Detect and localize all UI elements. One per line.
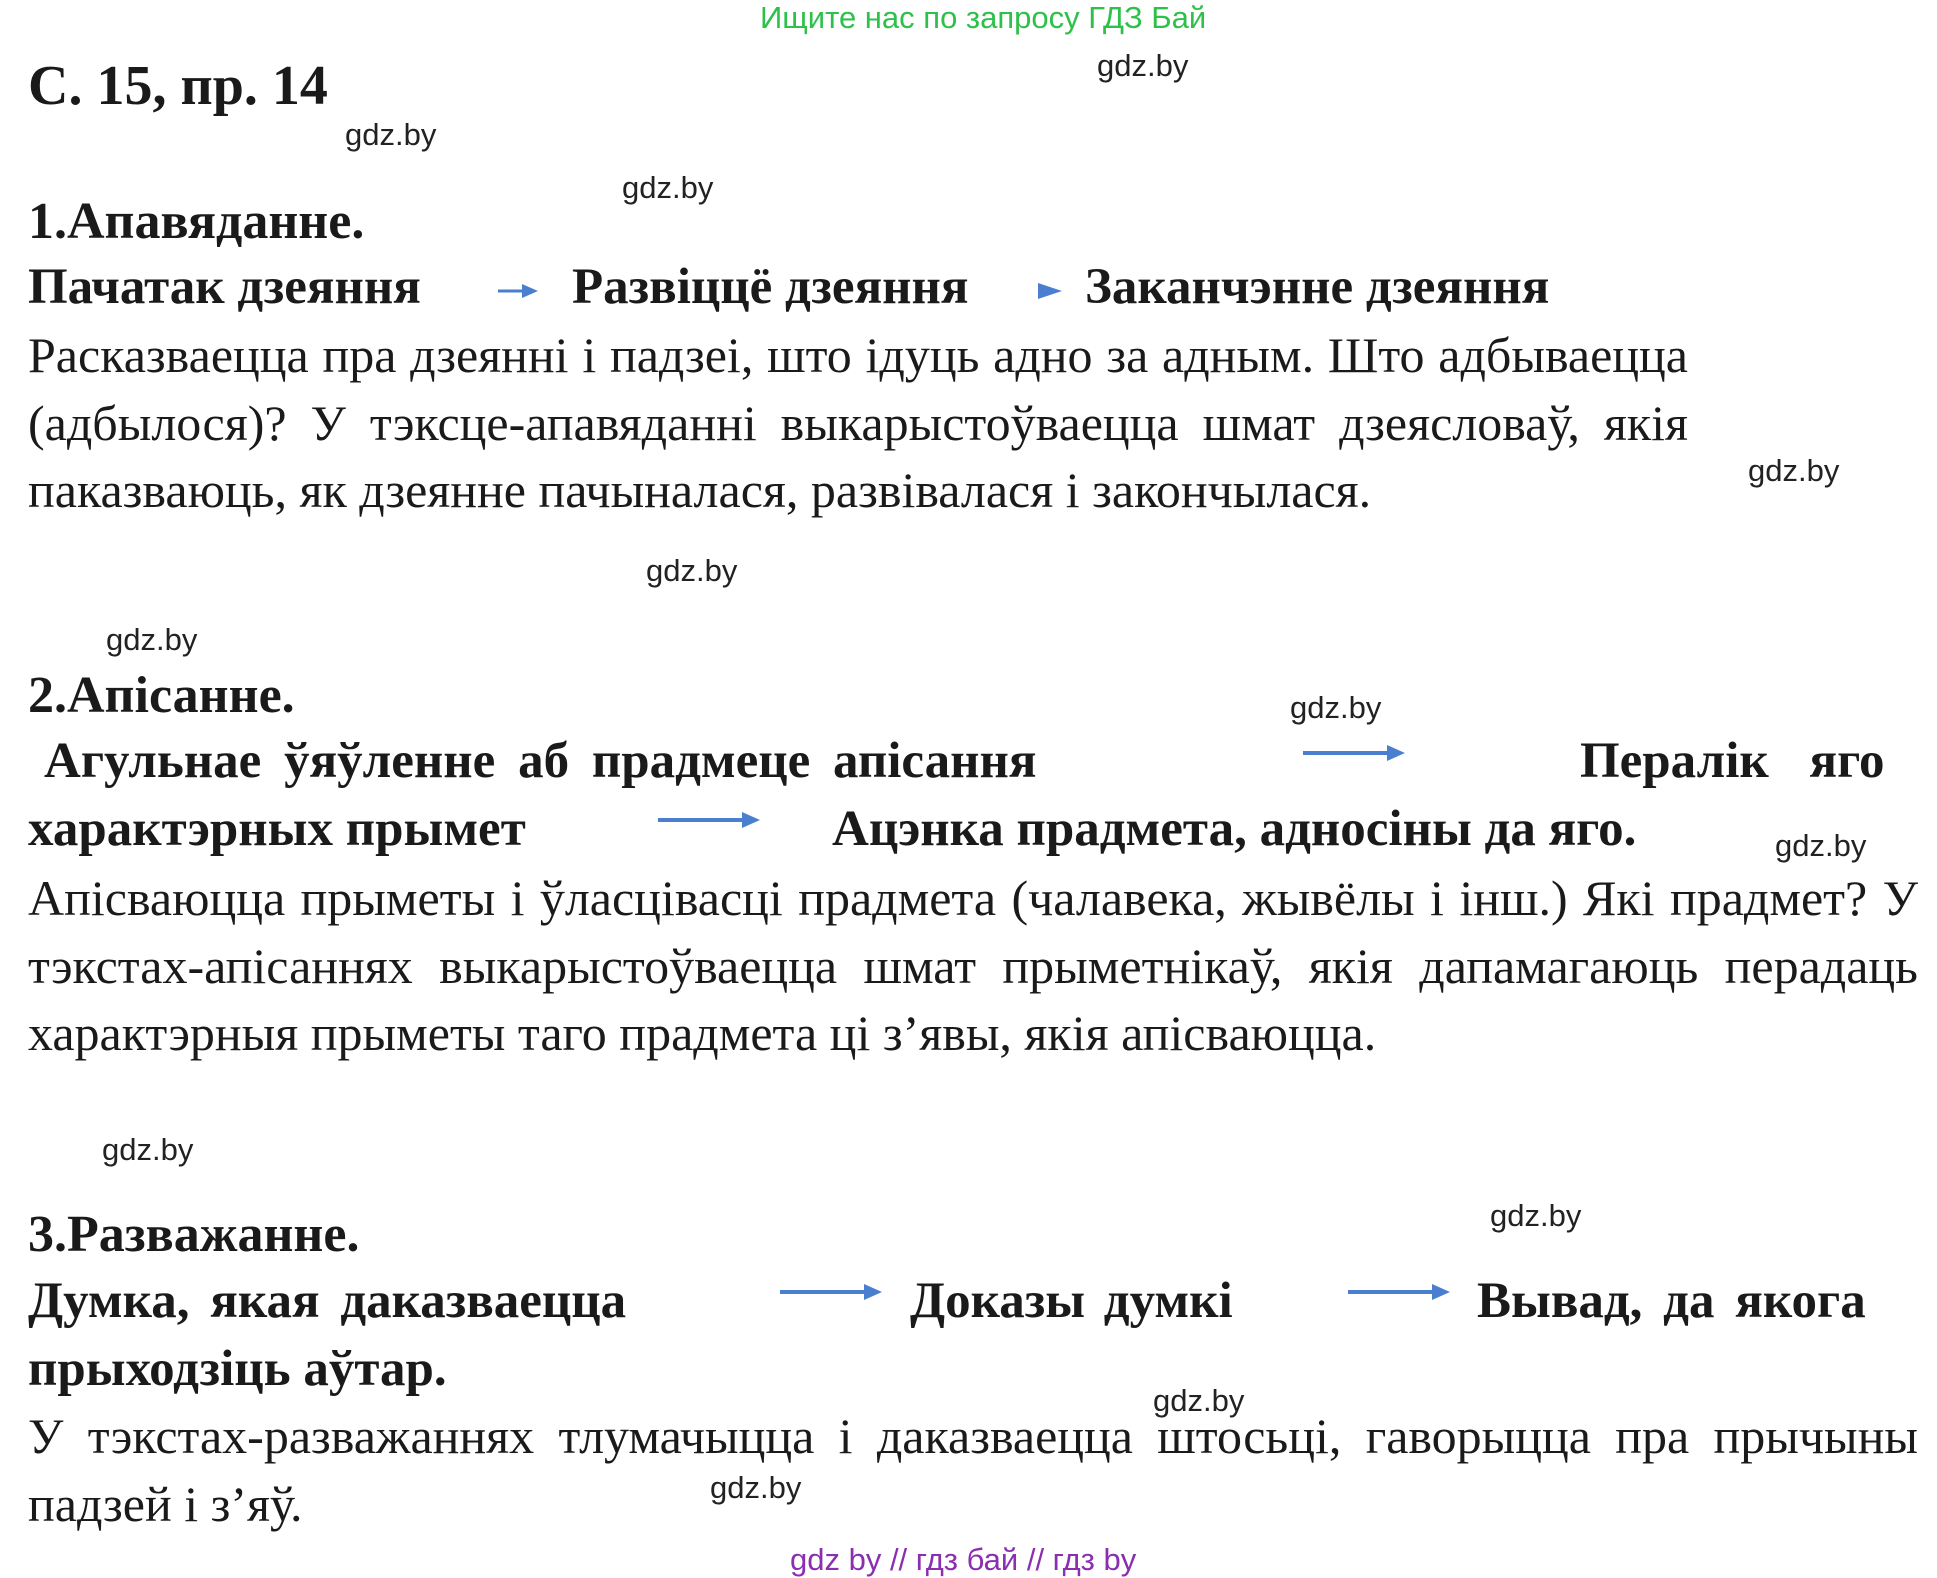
- section-3-scheme-step-3: Вывад, да якога: [1477, 1273, 1866, 1329]
- arrow-right-icon: [780, 1280, 884, 1304]
- watermark: gdz.by: [102, 1132, 194, 1167]
- bottom-banner: gdz by // гдз бай // гдз by: [790, 1542, 1137, 1577]
- watermark: gdz.by: [1290, 690, 1382, 725]
- watermark: gdz.by: [1097, 48, 1189, 83]
- section-1-scheme-step-2: Развіццё дзеяння: [572, 259, 969, 315]
- watermark: gdz.by: [106, 622, 198, 657]
- watermark: gdz.by: [345, 117, 437, 152]
- section-2-scheme-step-2: Пералік яго: [1580, 733, 1885, 789]
- watermark: gdz.by: [1748, 453, 1840, 488]
- section-3-scheme-step-3-cont: прыходзіць аўтар.: [28, 1341, 447, 1397]
- section-2-heading: 2.Апісанне.: [28, 667, 295, 724]
- section-3-heading: 3.Разважанне.: [28, 1206, 360, 1263]
- section-2-scheme-step-2-cont: характэрных прымет: [28, 801, 526, 857]
- arrow-right-icon: [1348, 1280, 1452, 1304]
- section-1-text: Расказваецца пра дзеянні і падзеі, што ідуць адно за адным. Што адбываецца (адбылося)? У тэксце-апавяданні выкарыстоўваецца шмат дзеясловаў, якія паказваюць, як дзеянне пачыналася, развівалася і закончылася.: [28, 327, 1688, 518]
- section-3-scheme-step-1: Думка, якая даказваецца: [28, 1273, 627, 1329]
- section-2-scheme-step-1: Агульнае ўяўленне аб прадмеце апісання: [44, 733, 1037, 789]
- watermark: gdz.by: [1775, 828, 1867, 863]
- arrow-right-icon: [498, 282, 540, 300]
- top-banner: Ищите нас по запросу ГДЗ Бай: [760, 0, 1207, 35]
- arrow-right-icon: [1303, 741, 1407, 765]
- section-1-scheme-step-3: Заканчэнне дзеяння: [1085, 259, 1550, 315]
- watermark: gdz.by: [646, 553, 738, 588]
- section-3-scheme-step-2: Доказы думкі: [910, 1273, 1233, 1329]
- watermark: gdz.by: [1153, 1383, 1245, 1418]
- watermark: gdz.by: [1490, 1198, 1582, 1233]
- section-1-scheme-step-1: Пачатак дзеяння: [28, 259, 421, 315]
- watermark: gdz.by: [622, 170, 714, 205]
- section-2-scheme-step-3: Ацэнка прадмета, адносіны да яго.: [832, 801, 1637, 857]
- watermark: gdz.by: [710, 1470, 802, 1505]
- arrow-right-icon: [1036, 282, 1066, 300]
- section-2-text: Апісваюцца прыметы і ўласцівасці прадмета (чалавека, жывёлы і інш.) Які прадмет? У тэкстах-апісаннях выкарыстоўваецца шмат прыметнікаў, якія дапамагаюць перадаць характэрныя прыметы таго прадмета ці з’явы, якія апісваюцца.: [28, 870, 1918, 1061]
- section-1-heading: 1.Апавяданне.: [28, 193, 365, 250]
- section-3-text: У тэкстах-разважаннях тлумачыцца і даказваецца штосьці, гаворыцца пра прычыны падзей і з’яў.: [28, 1408, 1918, 1532]
- page-title: С. 15, пр. 14: [28, 55, 328, 117]
- arrow-right-icon: [658, 808, 762, 832]
